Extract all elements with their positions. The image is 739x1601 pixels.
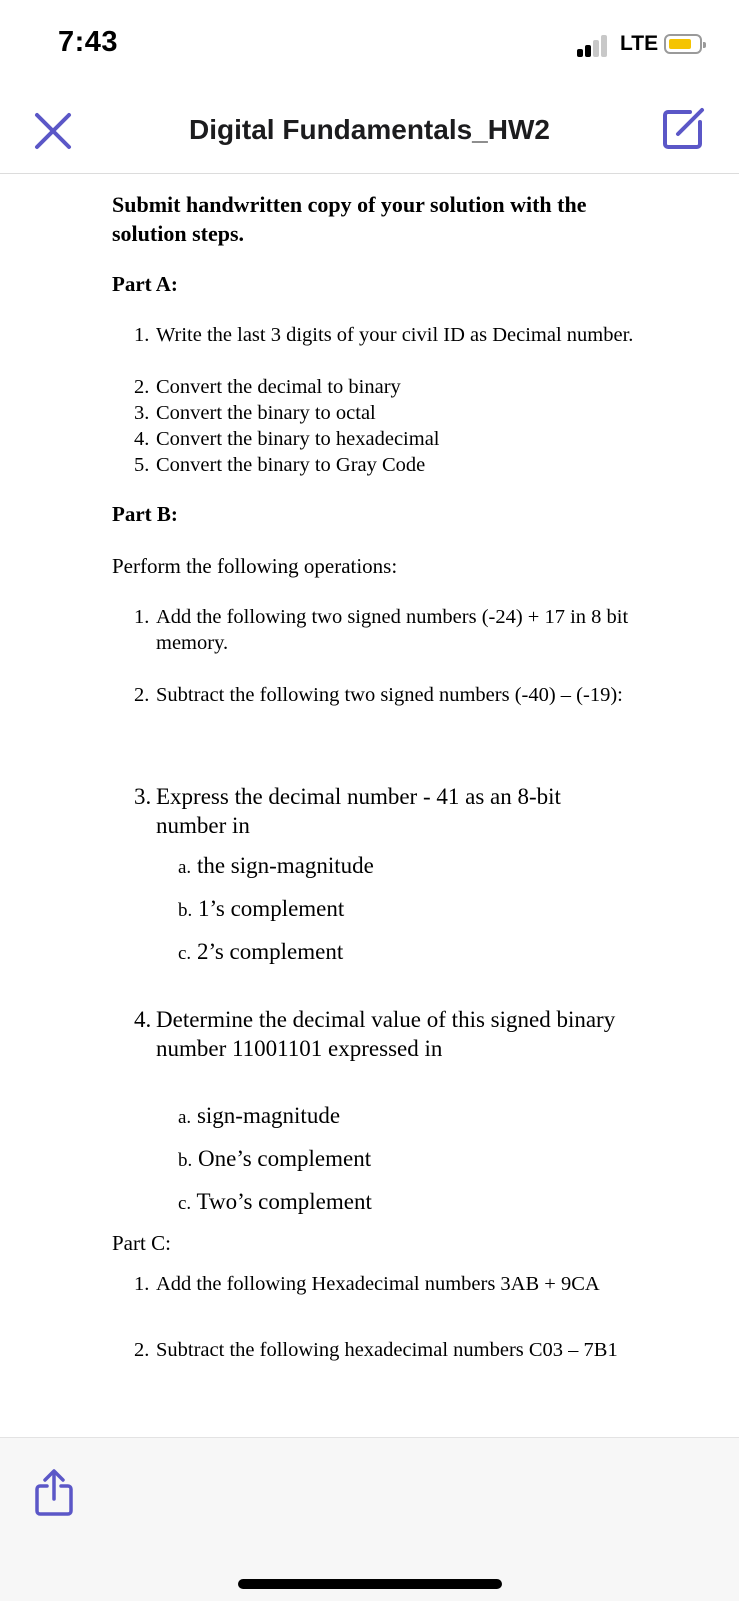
network-type: LTE xyxy=(620,32,659,55)
share-button[interactable] xyxy=(32,1468,76,1518)
list-item: 5. Convert the binary to Gray Code xyxy=(134,454,426,476)
sub-item: a. the sign-magnitude xyxy=(178,853,374,878)
sub-item: c. 2’s complement xyxy=(178,939,344,964)
list-item: 4. Determine the decimal value of this signed binary number 11001101 expressed in xyxy=(134,1007,616,1061)
list-item: 1. Add the following two signed numbers (-24) + 17 in 8 bit memory. xyxy=(134,606,629,654)
list-item: 3. Convert the binary to octal xyxy=(134,402,376,424)
sub-item: c. Two’s complement xyxy=(178,1189,372,1214)
share-icon xyxy=(32,1468,76,1518)
list-item: 2. Convert the decimal to binary xyxy=(134,376,401,398)
sub-item: b. 1’s complement xyxy=(178,896,345,921)
signal-strength-icon xyxy=(577,35,613,57)
part-b-heading: Part B: xyxy=(112,502,178,526)
list-item: 4. Convert the binary to hexadecimal xyxy=(134,428,440,450)
battery-icon xyxy=(664,34,702,54)
sub-item: b. One’s complement xyxy=(178,1146,372,1171)
home-indicator[interactable] xyxy=(238,1579,502,1589)
list-item: 2. Subtract the following hexadecimal numbers C03 – 7B1 xyxy=(134,1339,618,1361)
part-c-heading: Part C: xyxy=(112,1231,171,1255)
list-item: 3. Express the decimal number - 41 as an 8-bit number in xyxy=(134,784,561,838)
nav-bar xyxy=(0,90,739,174)
status-bar xyxy=(0,0,739,90)
edit-button[interactable] xyxy=(660,104,708,152)
part-b-lead: Perform the following operations: xyxy=(112,554,398,578)
list-item: 1. Add the following Hexadecimal numbers 3AB + 9CA xyxy=(134,1273,600,1295)
list-item: 1. Write the last 3 digits of your civil ID as Decimal number. xyxy=(134,324,634,346)
sub-item: a. sign-magnitude xyxy=(178,1103,341,1128)
page-title: Digital Fundamentals_HW2 xyxy=(189,114,550,145)
intro-text: Submit handwritten copy of your solution with the solution steps. xyxy=(112,192,587,246)
edit-icon xyxy=(660,104,708,152)
status-time: 7:43 xyxy=(58,26,119,58)
bottom-toolbar xyxy=(0,1437,739,1601)
part-a-heading: Part A: xyxy=(112,272,178,296)
list-item: 2. Subtract the following two signed numbers (-40) – (-19): xyxy=(134,684,623,706)
document-body xyxy=(112,190,634,1361)
